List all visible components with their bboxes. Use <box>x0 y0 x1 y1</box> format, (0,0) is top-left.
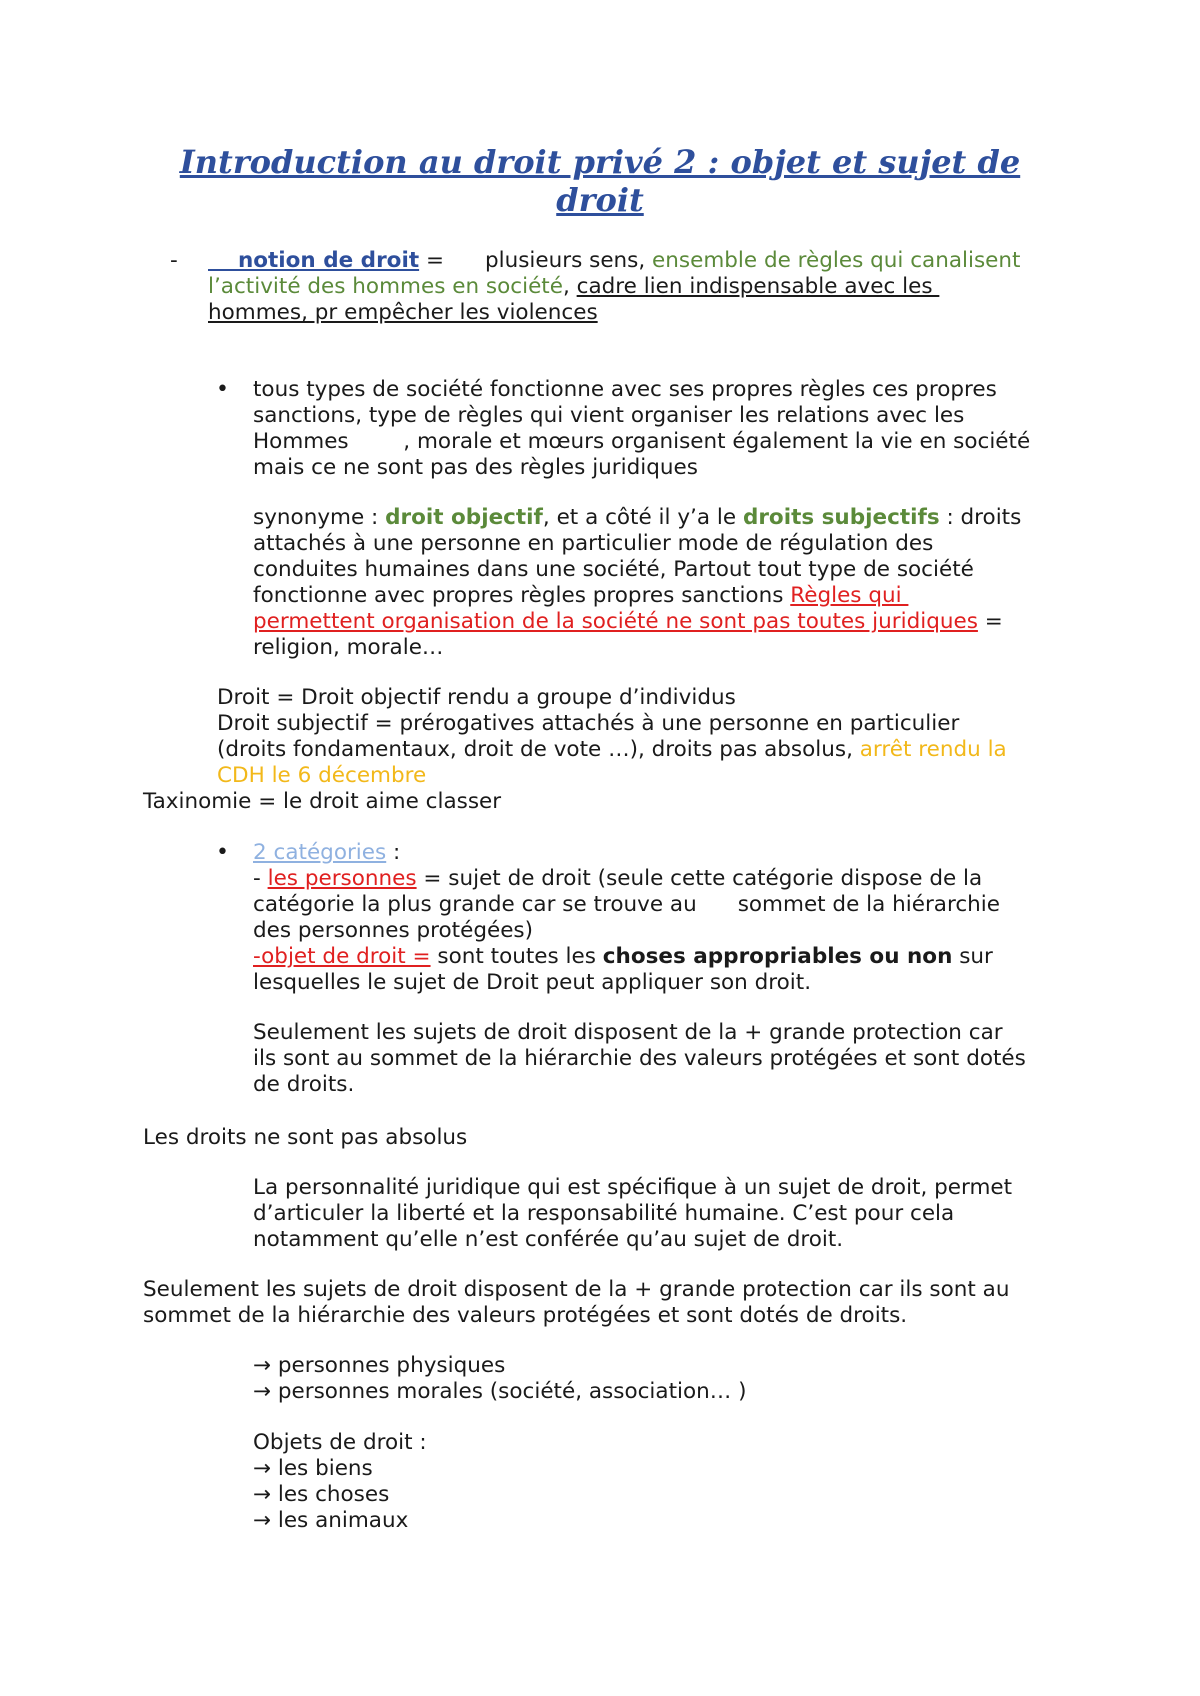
page-title <box>120 143 1080 219</box>
droit-line-3: (droits fondamentaux, droit de vote …), droits pas absolus, arrêt rendu la <box>217 737 1007 762</box>
synonyme-line-6: religion, morale… <box>253 635 444 660</box>
synonyme-line-5: permettent organisation de la société ne sont pas toutes juridiques = <box>253 609 1003 634</box>
title-line-2: droit <box>556 181 644 219</box>
title-line-1: Introduction au droit privé 2 : objet et sujet de <box>179 143 1021 181</box>
seulement-line-1: Seulement les sujets de droit disposent de la + grande protection car ils sont au <box>143 1277 1010 1302</box>
taxinomie-line: Taxinomie = le droit aime classer <box>143 789 502 814</box>
bullet1-line-2: sanctions, type de règles qui vient organiser les relations avec les <box>253 403 965 428</box>
categories-p2-line-3: de droits. <box>253 1072 355 1097</box>
notion-line-1: notion de droit = plusieurs sens, ensemble de règles qui canalisent <box>208 248 1021 273</box>
bullet1-line-1: tous types de société fonctionne avec ses propres règles ces propres <box>253 377 997 402</box>
synonyme-line-4: fonctionne avec propres règles propres sanctions Règles qui <box>253 583 909 608</box>
objets-item-2: → les choses <box>253 1482 390 1507</box>
bullet-icon: • <box>216 377 229 402</box>
categories-line-3: catégorie la plus grande car se trouve au sommet de la hiérarchie <box>253 892 1000 917</box>
categories-line-2: - les personnes = sujet de droit (seule cette catégorie dispose de la <box>253 866 983 891</box>
categories-p2-line-1: Seulement les sujets de droit disposent de la + grande protection car <box>253 1020 1003 1045</box>
synonyme-line-3: conduites humaines dans une société, Partout tout type de société <box>253 557 974 582</box>
categories-line-6: lesquelles le sujet de Droit peut appliquer son droit. <box>253 970 812 995</box>
personnes-item-2: → personnes morales (société, association… ) <box>253 1379 747 1404</box>
personnalite-line-1: La personnalité juridique qui est spécifique à un sujet de droit, permet <box>253 1175 1013 1200</box>
dash-marker: - <box>170 248 178 273</box>
objets-item-1: → les biens <box>253 1456 373 1481</box>
notion-line-3: hommes, pr empêcher les violences <box>208 300 598 325</box>
bullet1-line-3: Hommes , morale et mœurs organisent également la vie en société <box>253 429 1031 454</box>
bullet1-line-4: mais ce ne sont pas des règles juridiques <box>253 455 698 480</box>
personnalite-line-2: d’articuler la liberté et la responsabilité humaine. C’est pour cela <box>253 1201 955 1226</box>
categories-p2-line-2: ils sont au sommet de la hiérarchie des valeurs protégées et sont dotés <box>253 1046 1026 1071</box>
absolus-line: Les droits ne sont pas absolus <box>143 1125 468 1150</box>
categories-heading: 2 catégories : <box>253 840 401 865</box>
objets-item-3: → les animaux <box>253 1508 409 1533</box>
droit-line-2: Droit subjectif = prérogatives attachés à une personne en particulier <box>217 711 960 736</box>
synonyme-line-2: attachés à une personne en particulier mode de régulation des <box>253 531 934 556</box>
categories-line-5: -objet de droit = sont toutes les choses appropriables ou non sur <box>253 944 993 969</box>
personnalite-line-3: notamment qu’elle n’est conférée qu’au sujet de droit. <box>253 1227 844 1252</box>
categories-line-4: des personnes protégées) <box>253 918 534 943</box>
synonyme-line-1: synonyme : droit objectif, et a côté il y’a le droits subjectifs : droits <box>253 505 1022 530</box>
personnes-item-1: → personnes physiques <box>253 1353 506 1378</box>
bullet-icon: • <box>216 840 229 865</box>
droit-line-4: CDH le 6 décembre <box>217 763 427 788</box>
notion-line-2: l’activité des hommes en société, cadre lien indispensable avec les <box>208 274 940 299</box>
notion-term: notion de droit <box>208 248 420 273</box>
seulement-line-2: sommet de la hiérarchie des valeurs protégées et sont dotés de droits. <box>143 1303 908 1328</box>
objets-heading: Objets de droit : <box>253 1430 427 1455</box>
droit-line-1: Droit = Droit objectif rendu a groupe d’individus <box>217 685 736 710</box>
